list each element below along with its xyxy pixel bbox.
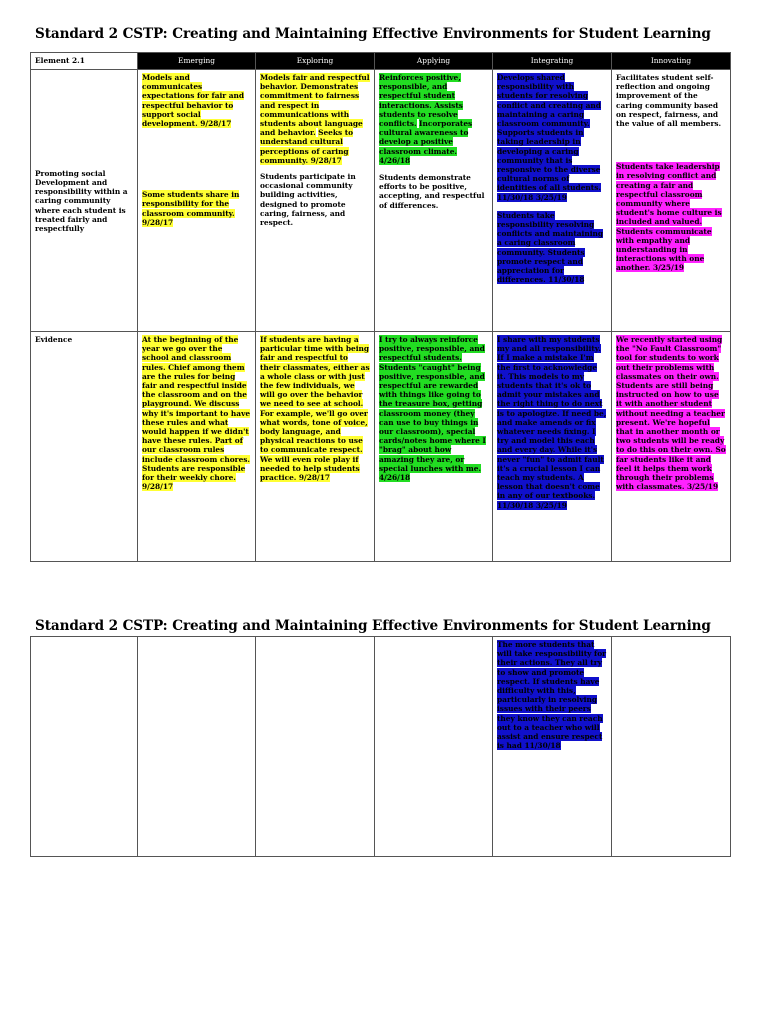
integrating-text-b: Students take responsibility resolving conflicts and maintaining a caring classroom community. Students promote respect and appreciation for differences. 11/30/18 — [497, 210, 604, 285]
row-label-evidence: Evidence — [31, 332, 138, 562]
evidence-innovating — [612, 332, 731, 562]
rubric-table — [30, 52, 731, 562]
page-title: Standard 2 CSTP: Creating and Maintaining Effective Environments for Student Learning — [35, 26, 711, 42]
p2-cell-exploring — [256, 637, 375, 857]
evidence-emerging-text: At the beginning of the year we go over the school and classroom rules. Chief among them are the rules for being fair and respectful inside the classroom and on the playground. We discuss why it's important to have these rules and what would happen if we didn't have these rules. Part of our classroom rules include classroom chores. Students are responsible for their weekly chore. 9/28/17 — [142, 335, 251, 492]
evidence-exploring-text: If students are having a particular time with being fair and respectful to their classmates, either as a whole class or with just the few individuals, we will go over the behavior we need to see at school. For example, we'll go over what words, tone of voice, body language, and physical reactions to use to communicate respect. We will even role play if needed to help students practice. 9/28/17 — [260, 335, 370, 483]
cell-integrating — [493, 70, 612, 332]
applying-text-b: Incorporates cultural awareness to develop a positive classroom climate. 4/26/18 — [379, 119, 473, 165]
p2-cell-applying — [375, 637, 493, 857]
row-label-element: Promoting social Development and responsibility within a caring community where each student is treated fairly and respectfully — [31, 70, 138, 332]
cell-applying — [375, 70, 493, 332]
evidence-integrating-text: I share with my students my and all responsibility. If I make a mistake I'm the first to acknowledge it. This models to my students that it's ok to admit your mistakes and the right thing to do next is to apologize. If need be, and make amends or fix whatever needs fixing. I try and model this each and every day. While it's never "fun" to admit fault it's a crucial lesson I can teach my students. A lesson that doesn't come in any of our textbooks. 11/30/18 3/25/19 — [497, 335, 607, 510]
evidence-applying — [375, 332, 493, 562]
header-exploring: Exploring — [256, 53, 375, 70]
evidence-integrating — [493, 332, 612, 562]
p2-cell-integrating — [493, 637, 612, 857]
header-applying: Applying — [375, 53, 493, 70]
cell-innovating — [612, 70, 731, 332]
row-element — [31, 70, 731, 332]
rubric-table-2 — [30, 636, 731, 857]
row-evidence — [31, 332, 731, 562]
exploring-text-c: Students participate in occasional community building activities, designed to promote caring, fairness, and respect. — [260, 172, 356, 228]
emerging-text-a: Models and communicates expectations for fair and respectful behavior to support social development. 9/28/17 — [142, 73, 245, 129]
emerging-text-b: Some students share in responsibility for the classroom community. 9/28/17 — [142, 190, 240, 227]
p2-cell-innovating — [612, 637, 731, 857]
innovating-text-b: Students take leadership in resolving conflict and creating a fair and respectful classroom community where student's home culture is included and valued. Students communicate with empathy and understanding in interactions with one another. 3/25/19 — [616, 162, 722, 273]
evidence-innovating-text: We recently started using the "No Fault Classroom" tool for students to work out their problems with classmates on their own. Students are still being instructed on how to use it with another student without needing a teacher present. We're hopeful that in another month or two students will be ready to do this on their own. So far students like it and feel it helps them work through their problems with classmates. 3/25/19 — [616, 335, 726, 492]
integrating-text-a: Develops shared responsibility with students for resolving conflict and creating and maintaining a caring classroom community. Supports students in taking leadership in developing a caring community that is responsive to the diverse cultural norms of identities of all students. 11/30/18 3/25/19 — [497, 73, 601, 202]
page-title-2: Standard 2 CSTP: Creating and Maintaining Effective Environments for Student Learning — [35, 618, 711, 634]
applying-text-c: Students demonstrate efforts to be positive, accepting, and respectful of differences. — [379, 173, 485, 210]
evidence-exploring — [256, 332, 375, 562]
evidence-emerging — [138, 332, 256, 562]
header-innovating: Innovating — [612, 53, 731, 70]
p2-cell-emerging — [138, 637, 256, 857]
evidence-applying-text: I try to always reinforce positive, responsible, and respectful students. Students "caught" being positive, responsible, and respectful are rewarded with things like going to the treasure box, getting classroom money (they can use to buy things in our classroom), special cards/notes home where I "brag" about how amazing they are, or special lunches with me. 4/26/18 — [379, 335, 486, 483]
cell-emerging — [138, 70, 256, 332]
applying-text-a: Reinforces positive, responsible, and respectful student interactions. Assists students to resolve conflicts. — [379, 73, 463, 129]
header-emerging: Emerging — [138, 53, 256, 70]
p2-cell-label — [31, 637, 138, 857]
header-integrating: Integrating — [493, 53, 612, 70]
exploring-text-b: Seeks to understand cultural perceptions of caring community. 9/28/17 — [260, 128, 354, 165]
cell-exploring — [256, 70, 375, 332]
p2-integrating-text: The more students that will take responsibility for their actions. They all try to show and promote respect. If students have difficulty with this, particularly in resolving issues with their peers they know they can reach out to a teacher who will assist and ensure respect is had 11/30/18 — [497, 640, 607, 751]
innovating-text-a: Facilitates student self-reflection and ongoing improvement of the caring community based on respect, fairness, and the value of all members. — [616, 73, 722, 129]
exploring-text-a: Models fair and respectful behavior. Demonstrates commitment to fairness and respect in communications with students about language and behavior. — [260, 73, 370, 138]
row-continued — [31, 637, 731, 857]
header-row — [31, 53, 731, 70]
element-label: Element 2.1 — [31, 53, 138, 70]
